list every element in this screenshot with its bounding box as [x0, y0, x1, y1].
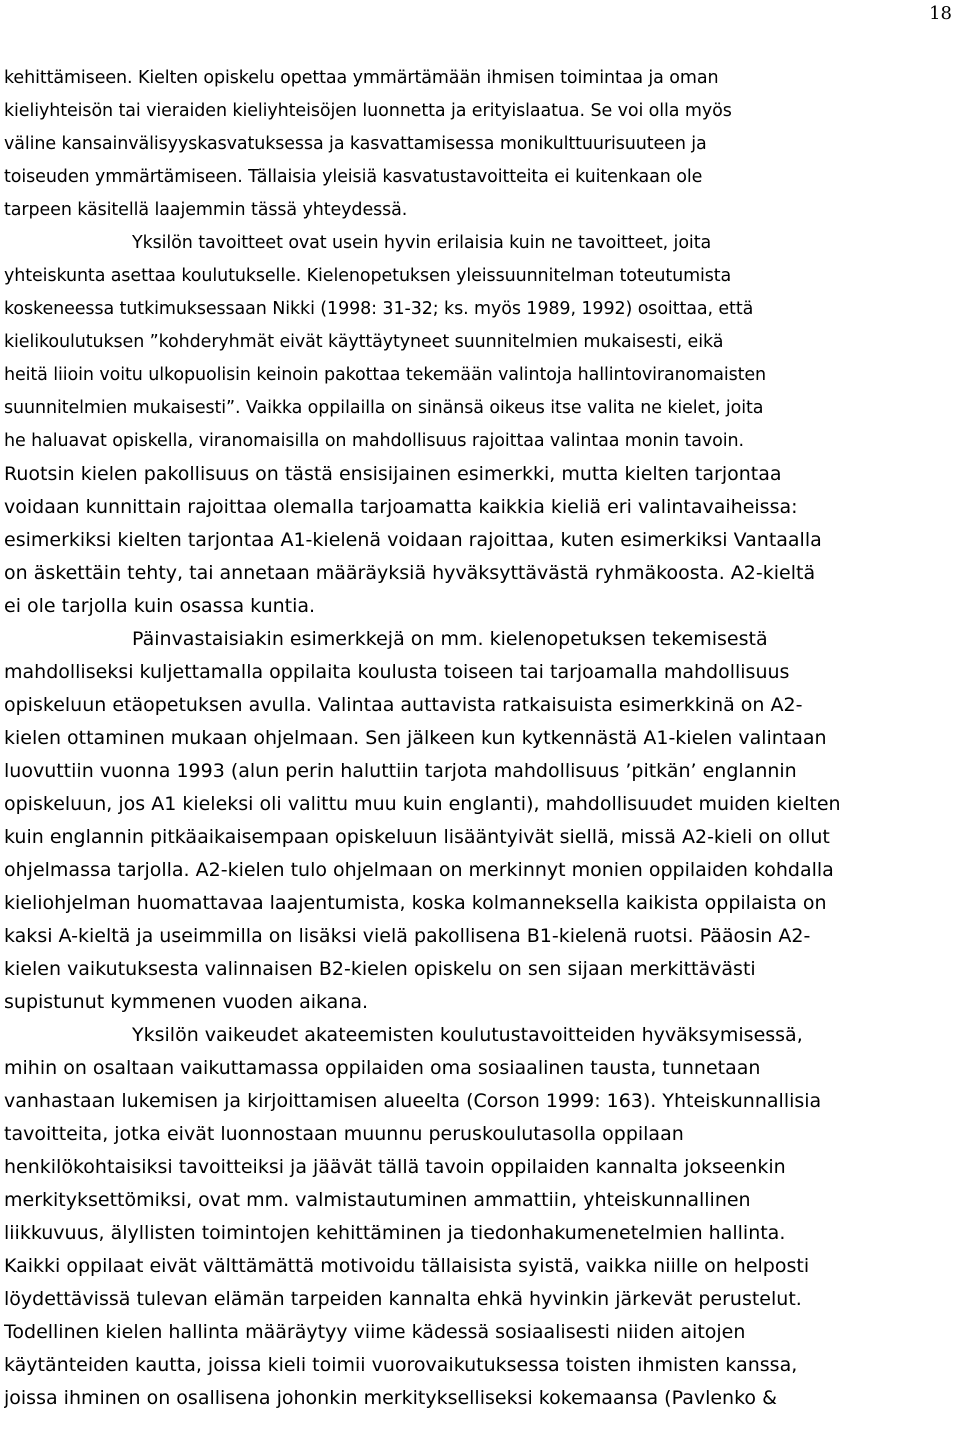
- text-line: kielen ottaminen mukaan ohjelmaan. Sen jälkeen kun kytkennästä A1-kielen valintaan: [4, 727, 827, 749]
- text-line: Ruotsin kielen pakollisuus on tästä ensisijainen esimerkki, mutta kielten tarjontaa: [4, 463, 782, 485]
- text-line: kieliohjelman huomattavaa laajentumista, koska kolmanneksella kaikista oppilaista on: [4, 892, 827, 914]
- text-line: liikkuvuus, älyllisten toimintojen kehittäminen ja tiedonhakumenetelmien hallinta.: [4, 1222, 786, 1244]
- text-line: vanhastaan lukemisen ja kirjoittamisen alueelta (Corson 1999: 163). Yhteiskunnallisia: [4, 1090, 822, 1112]
- text-line: löydettävissä tulevan elämän tarpeiden kannalta ehkä hyvinkin järkevät perustelut.: [4, 1288, 802, 1310]
- text-line: Päinvastaisiakin esimerkkejä on mm. kielenopetuksen tekemisestä: [132, 628, 768, 650]
- document-body: [4, 62, 956, 1415]
- text-line: esimerkiksi kielten tarjontaa A1-kielenä voidaan rajoittaa, kuten esimerkiksi Vantaalla: [4, 529, 822, 551]
- text-line: mihin on osaltaan vaikuttamassa oppilaiden oma sosiaalinen tausta, tunnetaan: [4, 1057, 761, 1079]
- text-line: käytänteiden kautta, joissa kieli toimii vuorovaikutuksessa toisten ihmisten kanssa,: [4, 1354, 798, 1376]
- text-line: Kaikki oppilaat eivät välttämättä motivoidu tällaisista syistä, vaikka niille on helposti: [4, 1255, 810, 1277]
- page-number: 18: [929, 3, 952, 24]
- text-line: kieliyhteisön tai vieraiden kieliyhteisöjen luonnetta ja erityislaatua. Se voi olla myös: [4, 101, 732, 121]
- text-line: kielen vaikutuksesta valinnaisen B2-kielen opiskelu on sen sijaan merkittävästi: [4, 958, 756, 980]
- text-line: on äskettäin tehty, tai annetaan määräyksiä hyväksyttävästä ryhmäkoosta. A2-kieltä: [4, 562, 816, 584]
- text-line: väline kansainvälisyyskasvatuksessa ja kasvattamisessa monikulttuurisuuteen ja: [4, 134, 707, 154]
- text-line: luovuttiin vuonna 1993 (alun perin haluttiin tarjota mahdollisuus ’pitkän’ englannin: [4, 760, 797, 782]
- text-line: Yksilön vaikeudet akateemisten koulutustavoitteiden hyväksymisessä,: [132, 1024, 803, 1046]
- text-line: mahdolliseksi kuljettamalla oppilaita koulusta toiseen tai tarjoamalla mahdollisuus: [4, 661, 790, 683]
- text-line: opiskeluun, jos A1 kieleksi oli valittu muu kuin englanti), mahdollisuudet muiden kielten: [4, 793, 841, 815]
- text-line: supistunut kymmenen vuoden aikana.: [4, 991, 369, 1013]
- text-line: kehittämiseen. Kielten opiskelu opettaa ymmärtämään ihmisen toimintaa ja oman: [4, 68, 719, 88]
- text-line: toiseuden ymmärtämiseen. Tällaisia yleisiä kasvatustavoitteita ei kuitenkaan ole: [4, 167, 703, 187]
- text-line: henkilökohtaisiksi tavoitteiksi ja jäävät tällä tavoin oppilaiden kannalta jokseenkin: [4, 1156, 786, 1178]
- text-line: tarpeen käsitellä laajemmin tässä yhteydessä.: [4, 200, 408, 220]
- text-line: merkityksettömiksi, ovat mm. valmistautuminen ammattiin, yhteiskunnallinen: [4, 1189, 751, 1211]
- text-line: koskeneessa tutkimuksessaan Nikki (1998: 31-32; ks. myös 1989, 1992) osoittaa, että: [4, 299, 754, 319]
- text-line: tavoitteita, jotka eivät luonnostaan muunnu peruskoulutasolla oppilaan: [4, 1123, 684, 1145]
- text-line: heitä liioin voitu ulkopuolisin keinoin pakottaa tekemään valintoja hallintoviranomaisten: [4, 365, 767, 385]
- text-line: ohjelmassa tarjolla. A2-kielen tulo ohjelmaan on merkinnyt monien oppilaiden kohdalla: [4, 859, 834, 881]
- text-line: joissa ihminen on osallisena johonkin merkitykselliseksi kokemaansa (Pavlenko &: [4, 1387, 777, 1409]
- text-line: kielikoulutuksen ”kohderyhmät eivät käyttäytyneet suunnitelmien mukaisesti, eikä: [4, 332, 724, 352]
- text-line: kaksi A-kieltä ja useimmilla on lisäksi vielä pakollisena B1-kielenä ruotsi. Pääosin A2-: [4, 925, 811, 947]
- text-line: he haluavat opiskella, viranomaisilla on mahdollisuus rajoittaa valintaa monin tavoin.: [4, 431, 745, 451]
- text-line: ei ole tarjolla kuin osassa kuntia.: [4, 595, 316, 617]
- text-line: Todellinen kielen hallinta määräytyy viime kädessä sosiaalisesti niiden aitojen: [4, 1321, 746, 1343]
- text-line: opiskeluun etäopetuksen avulla. Valintaa auttavista ratkaisuista esimerkkinä on A2-: [4, 694, 803, 716]
- text-line: Yksilön tavoitteet ovat usein hyvin erilaisia kuin ne tavoitteet, joita: [132, 233, 712, 253]
- text-line: voidaan kunnittain rajoittaa olemalla tarjoamatta kaikkia kieliä eri valintavaiheissa:: [4, 496, 798, 518]
- text-line: yhteiskunta asettaa koulutukselle. Kielenopetuksen yleissuunnitelman toteutumista: [4, 266, 732, 286]
- text-line: suunnitelmien mukaisesti”. Vaikka oppilailla on sinänsä oikeus itse valita ne kielet, joita: [4, 398, 764, 418]
- text-line: kuin englannin pitkäaikaisempaan opiskeluun lisääntyivät siellä, missä A2-kieli on ollut: [4, 826, 830, 848]
